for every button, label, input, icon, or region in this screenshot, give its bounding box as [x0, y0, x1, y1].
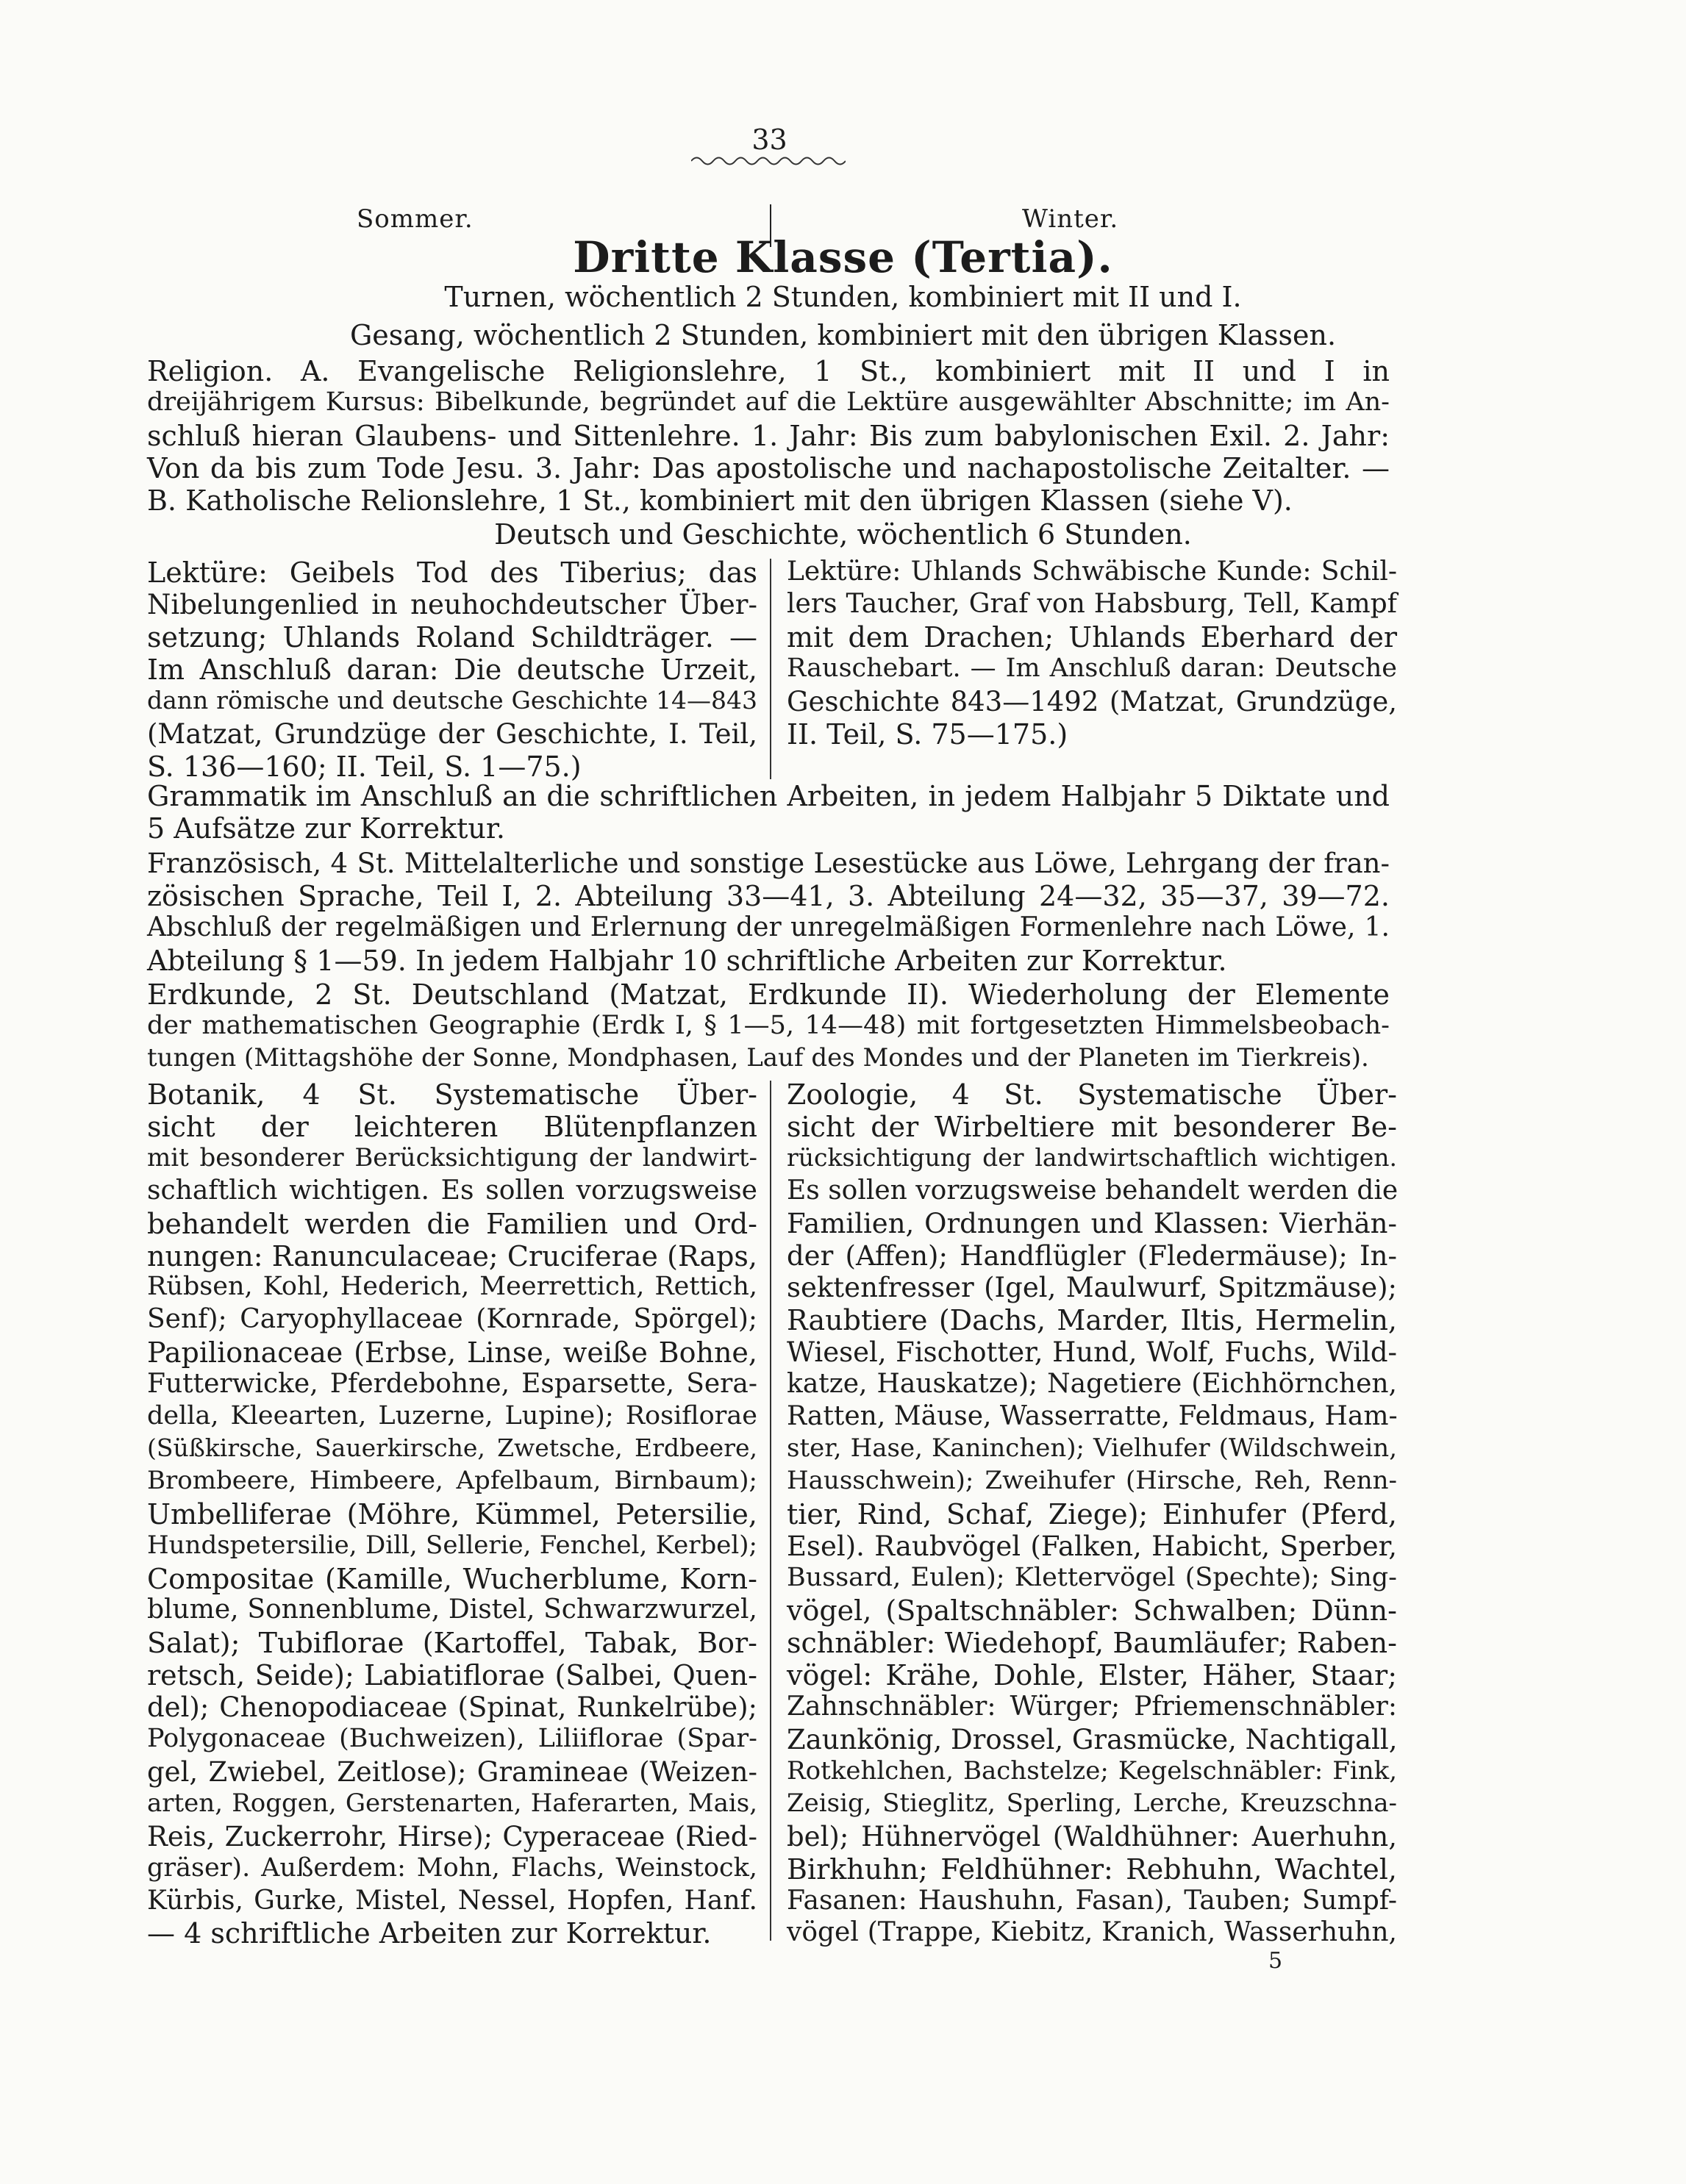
- zoologie-line: vögel (Trappe, Kiebitz, Kranich, Wasserhuhn,: [787, 1917, 1397, 1947]
- column-divider: [770, 559, 771, 779]
- page-number: 33: [751, 123, 787, 156]
- grammatik-line: Grammatik im Anschluß an die schriftlichen Arbeiten, in jedem Halbjahr 5 Diktate und: [147, 780, 1390, 812]
- botanik-line: (Süßkirsche, Sauerkirsche, Zwetsche, Erdbeere,: [147, 1433, 757, 1462]
- erdkunde-line: der mathematischen Geographie (Erdk I, § 1—5, 14—48) mit fortgesetzten Himmelsbeobach-: [147, 1011, 1390, 1040]
- religion-line: Religion. A. Evangelische Religionslehre, 1 St., kombiniert mit II und I in: [147, 355, 1390, 387]
- botanik-line: gel, Zwiebel, Zeitlose); Gramineae (Weizen-: [147, 1756, 757, 1788]
- zoologie-line: Raubtiere (Dachs, Marder, Iltis, Hermelin,: [787, 1304, 1397, 1336]
- zoologie-line: Bussard, Eulen); Klettervögel (Spechte); Sing-: [787, 1563, 1397, 1592]
- botanik-line: nungen: Ranunculaceae; Cruciferae (Raps,: [147, 1240, 757, 1272]
- botanik-line: blume, Sonnenblume, Distel, Schwarzwurzel,: [147, 1594, 757, 1625]
- grammatik-line: 5 Aufsätze zur Korrektur.: [147, 812, 505, 845]
- zoologie-line: Fasanen: Haushuhn, Fasan), Tauben; Sumpf-: [787, 1886, 1397, 1916]
- botanik-line: Kürbis, Gurke, Mistel, Nessel, Hopfen, Hanf.: [147, 1886, 757, 1916]
- botanik-line: Rübsen, Kohl, Hederich, Meerrettich, Rettich,: [147, 1272, 757, 1301]
- zoologie-line: vögel, (Spaltschnäbler: Schwalben; Dünn-: [787, 1594, 1397, 1627]
- zoologie-line: rücksichtigung der landwirtschaftlich wichtigen.: [787, 1143, 1397, 1172]
- deutsch-right-line: Geschichte 843—1492 (Matzat, Grundzüge,: [787, 686, 1397, 717]
- deutsch-right-line: Lektüre: Uhlands Schwäbische Kunde: Schil-: [787, 556, 1397, 587]
- botanik-line: behandelt werden die Familien und Ord-: [147, 1208, 757, 1240]
- botanik-line: Umbelliferae (Möhre, Kümmel, Petersilie,: [147, 1498, 757, 1530]
- winter-label: Winter.: [1022, 204, 1119, 234]
- franzoesisch-line: Abschluß der regelmäßigen und Erlernung der unregelmäßigen Formenlehre nach Löwe, 1.: [147, 912, 1390, 942]
- zoologie-line: Familien, Ordnungen und Klassen: Vierhän-: [787, 1208, 1397, 1239]
- botanik-line: Brombeere, Himbeere, Apfelbaum, Birnbaum);: [147, 1466, 757, 1495]
- page-title: Dritte Klasse (Tertia).: [573, 232, 1113, 282]
- deutsch-left-line: Nibelungenlied in neuhochdeutscher Über-: [147, 589, 757, 620]
- zoologie-line: Hausschwein); Zweihufer (Hirsche, Reh, Renn-: [787, 1466, 1397, 1495]
- zoologie-line: Zaunkönig, Drossel, Grasmücke, Nachtigall,: [787, 1724, 1398, 1755]
- signature-mark: 5: [1268, 1948, 1283, 1974]
- botanik-line: sicht der leichteren Blütenpflanzen: [147, 1111, 757, 1143]
- zoologie-line: sicht der Wirbeltiere mit besonderer Be-: [787, 1111, 1397, 1143]
- zoologie-line: Zahnschnäbler: Würger; Pfriemenschnäbler:: [787, 1691, 1397, 1722]
- deutsch-left-line: Im Anschluß daran: Die deutsche Urzeit,: [147, 654, 757, 686]
- deutsch-left-line: dann römische und deutsche Geschichte 14—843: [147, 686, 757, 715]
- zoologie-line: katze, Hauskatze); Nagetiere (Eichhörnchen,: [787, 1369, 1397, 1399]
- zoologie-line: sektenfresser (Igel, Maulwurf, Spitzmäuse);: [787, 1272, 1397, 1303]
- botanik-line: Polygonaceae (Buchweizen), Liliiflorae (Spar-: [147, 1724, 757, 1753]
- gesang-line: Gesang, wöchentlich 2 Stunden, kombiniert mit den übrigen Klassen.: [349, 319, 1337, 351]
- erdkunde-line: Erdkunde, 2 St. Deutschland (Matzat, Erdkunde II). Wiederholung der Elemente: [147, 978, 1390, 1011]
- deutsch-right-line: Rauschebart. — Im Anschluß daran: Deutsche: [787, 654, 1397, 683]
- erdkunde-line: tungen (Mittagshöhe der Sonne, Mondphasen, Lauf des Mondes und der Planeten im Tierkreis).: [147, 1043, 1369, 1073]
- botanik-line: schaftlich wichtigen. Es sollen vorzugsweise: [147, 1175, 757, 1206]
- religion-line: B. Katholische Relionslehre, 1 St., kombiniert mit den übrigen Klassen (siehe V).: [147, 484, 1293, 517]
- decorative-wave-divider: [691, 154, 846, 168]
- religion-line: dreijährigem Kursus: Bibelkunde, begründet auf die Lektüre ausgewählter Abschnitte; im An-: [147, 387, 1390, 417]
- religion-line: Von da bis zum Tode Jesu. 3. Jahr: Das apostolische und nachapostolische Zeitalter. —: [147, 452, 1390, 484]
- franzoesisch-line: Abteilung § 1—59. In jedem Halbjahr 10 schriftliche Arbeiten zur Korrektur.: [147, 945, 1227, 977]
- botanik-line: retsch, Seide); Labiatiflorae (Salbei, Quen-: [147, 1659, 757, 1691]
- zoologie-line: bel); Hühnervögel (Waldhühner: Auerhuhn,: [787, 1821, 1397, 1852]
- deutsch-left-line: (Matzat, Grundzüge der Geschichte, I. Teil,: [147, 718, 757, 750]
- botanik-line: arten, Roggen, Gerstenarten, Haferarten, Mais,: [147, 1789, 757, 1818]
- deutsch-right-line: II. Teil, S. 75—175.): [787, 718, 1068, 751]
- botanik-line: Futterwicke, Pferdebohne, Esparsette, Sera-: [147, 1369, 757, 1399]
- botanik-line: — 4 schriftliche Arbeiten zur Korrektur.: [147, 1917, 712, 1950]
- zoologie-line: Ratten, Mäuse, Wasserratte, Feldmaus, Ham-: [787, 1401, 1398, 1431]
- deutsch-right-line: lers Taucher, Graf von Habsburg, Tell, Kampf: [787, 589, 1397, 619]
- zoologie-line: Zeisig, Stieglitz, Sperling, Lerche, Kreuzschna-: [787, 1789, 1397, 1818]
- deutsch-right-line: mit dem Drachen; Uhlands Eberhard der: [787, 621, 1397, 654]
- deutsch-left-line: setzung; Uhlands Roland Schildträger. —: [147, 621, 757, 654]
- botanik-line: Compositae (Kamille, Wucherblume, Korn-: [147, 1563, 757, 1595]
- summer-label: Sommer.: [357, 204, 474, 234]
- botanik-line: Senf); Caryophyllaceae (Kornrade, Spörgel);: [147, 1304, 757, 1334]
- botanik-line: Botanik, 4 St. Systematische Über-: [147, 1078, 757, 1111]
- column-divider: [770, 1081, 771, 1941]
- botanik-line: Papilionaceae (Erbse, Linse, weiße Bohne,: [147, 1336, 757, 1369]
- zoologie-line: Birkhuhn; Feldhühner: Rebhuhn, Wachtel,: [787, 1853, 1397, 1886]
- zoologie-line: Es sollen vorzugsweise behandelt werden die: [787, 1175, 1399, 1206]
- botanik-line: del); Chenopodiaceae (Spinat, Runkelrübe);: [147, 1691, 757, 1723]
- botanik-line: Hundspetersilie, Dill, Sellerie, Fenchel, Kerbel);: [147, 1530, 757, 1560]
- franzoesisch-line: zösischen Sprache, Teil I, 2. Abteilung 33—41, 3. Abteilung 24—32, 35—37, 39—72.: [147, 880, 1390, 912]
- botanik-line: Reis, Zuckerrohr, Hirse); Cyperaceae (Ried-: [147, 1821, 757, 1852]
- zoologie-line: tier, Rind, Schaf, Ziege); Einhufer (Pferd,: [787, 1498, 1397, 1530]
- botanik-line: mit besonderer Berücksichtigung der landwirt-: [147, 1143, 757, 1172]
- religion-line: schluß hieran Glaubens- und Sittenlehre. 1. Jahr: Bis zum babylonischen Exil. 2. Jahr:: [147, 420, 1390, 452]
- botanik-line: Salat); Tubiflorae (Kartoffel, Tabak, Bor-: [147, 1627, 757, 1659]
- zoologie-line: ster, Hase, Kaninchen); Vielhufer (Wildschwein,: [787, 1433, 1397, 1463]
- botanik-line: della, Kleearten, Luzerne, Lupine); Rosiflorae: [147, 1401, 757, 1431]
- zoologie-line: vögel: Krähe, Dohle, Elster, Häher, Staar;: [787, 1659, 1397, 1691]
- botanik-line: gräser). Außerdem: Mohn, Flachs, Weinstock,: [147, 1853, 757, 1883]
- franzoesisch-line: Französisch, 4 St. Mittelalterliche und sonstige Lesestücke aus Löwe, Lehrgang der fran-: [147, 848, 1390, 879]
- zoologie-line: schnäbler: Wiedehopf, Baumläufer; Raben-: [787, 1627, 1397, 1659]
- deutsch-left-line: S. 136—160; II. Teil, S. 1—75.): [147, 751, 582, 783]
- turnen-line: Turnen, wöchentlich 2 Stunden, kombiniert mit II und I.: [444, 281, 1242, 313]
- zoologie-line: Esel). Raubvögel (Falken, Habicht, Sperber,: [787, 1530, 1397, 1562]
- zoologie-line: Zoologie, 4 St. Systematische Über-: [787, 1078, 1397, 1111]
- deutsch-left-line: Lektüre: Geibels Tod des Tiberius; das: [147, 556, 757, 589]
- zoologie-line: Wiesel, Fischotter, Hund, Wolf, Fuchs, Wild-: [787, 1336, 1397, 1368]
- deutsch-heading: Deutsch und Geschichte, wöchentlich 6 Stunden.: [494, 518, 1192, 551]
- zoologie-line: Rotkehlchen, Bachstelze; Kegelschnäbler: Fink,: [787, 1756, 1397, 1786]
- zoologie-line: der (Affen); Handflügler (Fledermäuse); In-: [787, 1240, 1397, 1272]
